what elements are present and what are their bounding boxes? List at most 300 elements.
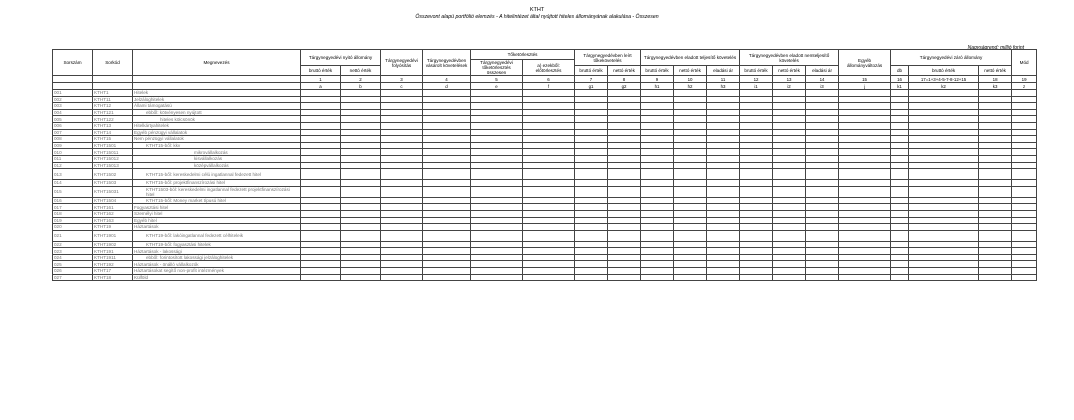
data-cell[interactable] xyxy=(806,169,839,180)
data-cell[interactable] xyxy=(891,210,909,217)
data-cell[interactable] xyxy=(523,268,575,275)
data-cell[interactable] xyxy=(381,162,423,169)
data-cell[interactable] xyxy=(341,248,381,255)
data-cell[interactable] xyxy=(674,274,707,281)
data-cell[interactable] xyxy=(806,155,839,162)
data-cell[interactable] xyxy=(423,224,471,231)
data-cell[interactable] xyxy=(707,116,740,123)
data-cell[interactable] xyxy=(523,224,575,231)
data-cell[interactable] xyxy=(1012,186,1037,197)
data-cell[interactable] xyxy=(523,103,575,110)
data-cell[interactable] xyxy=(839,241,891,248)
data-cell[interactable] xyxy=(740,224,773,231)
data-cell[interactable] xyxy=(839,169,891,180)
data-cell[interactable] xyxy=(523,90,575,97)
data-cell[interactable] xyxy=(423,155,471,162)
data-cell[interactable] xyxy=(575,268,608,275)
data-cell[interactable] xyxy=(575,122,608,129)
data-cell[interactable] xyxy=(909,90,979,97)
data-cell[interactable] xyxy=(423,217,471,224)
data-cell[interactable] xyxy=(891,180,909,187)
data-cell[interactable] xyxy=(979,142,1012,149)
data-cell[interactable] xyxy=(381,186,423,197)
data-cell[interactable] xyxy=(839,268,891,275)
data-cell[interactable] xyxy=(674,162,707,169)
data-cell[interactable] xyxy=(341,230,381,241)
data-cell[interactable] xyxy=(341,122,381,129)
data-cell[interactable] xyxy=(674,90,707,97)
data-cell[interactable] xyxy=(806,268,839,275)
data-cell[interactable] xyxy=(740,274,773,281)
data-cell[interactable] xyxy=(740,197,773,204)
data-cell[interactable] xyxy=(839,155,891,162)
data-cell[interactable] xyxy=(341,136,381,143)
data-cell[interactable] xyxy=(341,197,381,204)
data-cell[interactable] xyxy=(773,254,806,261)
data-cell[interactable] xyxy=(301,155,341,162)
data-cell[interactable] xyxy=(575,116,608,123)
data-cell[interactable] xyxy=(471,204,523,211)
data-cell[interactable] xyxy=(891,136,909,143)
data-cell[interactable] xyxy=(381,248,423,255)
data-cell[interactable] xyxy=(979,155,1012,162)
data-cell[interactable] xyxy=(674,169,707,180)
data-cell[interactable] xyxy=(806,90,839,97)
data-cell[interactable] xyxy=(381,210,423,217)
data-cell[interactable] xyxy=(523,122,575,129)
data-cell[interactable] xyxy=(979,274,1012,281)
data-cell[interactable] xyxy=(608,186,641,197)
data-cell[interactable] xyxy=(909,197,979,204)
data-cell[interactable] xyxy=(381,254,423,261)
data-cell[interactable] xyxy=(608,210,641,217)
data-cell[interactable] xyxy=(806,109,839,116)
data-cell[interactable] xyxy=(891,149,909,156)
data-cell[interactable] xyxy=(740,230,773,241)
data-cell[interactable] xyxy=(773,90,806,97)
data-cell[interactable] xyxy=(608,90,641,97)
data-cell[interactable] xyxy=(301,149,341,156)
data-cell[interactable] xyxy=(891,90,909,97)
data-cell[interactable] xyxy=(381,155,423,162)
data-cell[interactable] xyxy=(674,136,707,143)
data-cell[interactable] xyxy=(707,90,740,97)
data-cell[interactable] xyxy=(608,129,641,136)
data-cell[interactable] xyxy=(381,103,423,110)
data-cell[interactable] xyxy=(806,103,839,110)
data-cell[interactable] xyxy=(423,230,471,241)
data-cell[interactable] xyxy=(707,248,740,255)
data-cell[interactable] xyxy=(806,230,839,241)
data-cell[interactable] xyxy=(301,122,341,129)
data-cell[interactable] xyxy=(740,241,773,248)
data-cell[interactable] xyxy=(423,136,471,143)
data-cell[interactable] xyxy=(301,268,341,275)
data-cell[interactable] xyxy=(773,197,806,204)
data-cell[interactable] xyxy=(471,155,523,162)
data-cell[interactable] xyxy=(740,90,773,97)
data-cell[interactable] xyxy=(707,254,740,261)
data-cell[interactable] xyxy=(1012,224,1037,231)
data-cell[interactable] xyxy=(773,268,806,275)
data-cell[interactable] xyxy=(575,129,608,136)
data-cell[interactable] xyxy=(1012,254,1037,261)
data-cell[interactable] xyxy=(740,96,773,103)
data-cell[interactable] xyxy=(806,217,839,224)
data-cell[interactable] xyxy=(423,109,471,116)
data-cell[interactable] xyxy=(381,142,423,149)
data-cell[interactable] xyxy=(1012,261,1037,268)
data-cell[interactable] xyxy=(381,204,423,211)
data-cell[interactable] xyxy=(641,142,674,149)
data-cell[interactable] xyxy=(1012,169,1037,180)
data-cell[interactable] xyxy=(608,116,641,123)
data-cell[interactable] xyxy=(608,149,641,156)
data-cell[interactable] xyxy=(674,155,707,162)
data-cell[interactable] xyxy=(891,268,909,275)
data-cell[interactable] xyxy=(674,180,707,187)
data-cell[interactable] xyxy=(740,169,773,180)
data-cell[interactable] xyxy=(707,149,740,156)
data-cell[interactable] xyxy=(523,230,575,241)
data-cell[interactable] xyxy=(301,217,341,224)
data-cell[interactable] xyxy=(891,197,909,204)
data-cell[interactable] xyxy=(575,142,608,149)
data-cell[interactable] xyxy=(1012,230,1037,241)
data-cell[interactable] xyxy=(839,186,891,197)
data-cell[interactable] xyxy=(839,248,891,255)
data-cell[interactable] xyxy=(341,217,381,224)
data-cell[interactable] xyxy=(608,241,641,248)
data-cell[interactable] xyxy=(707,197,740,204)
data-cell[interactable] xyxy=(1012,149,1037,156)
data-cell[interactable] xyxy=(1012,136,1037,143)
data-cell[interactable] xyxy=(806,122,839,129)
data-cell[interactable] xyxy=(608,103,641,110)
data-cell[interactable] xyxy=(979,96,1012,103)
data-cell[interactable] xyxy=(301,224,341,231)
data-cell[interactable] xyxy=(641,254,674,261)
data-cell[interactable] xyxy=(707,122,740,129)
data-cell[interactable] xyxy=(301,186,341,197)
data-cell[interactable] xyxy=(471,162,523,169)
data-cell[interactable] xyxy=(674,197,707,204)
data-cell[interactable] xyxy=(740,210,773,217)
data-cell[interactable] xyxy=(1012,162,1037,169)
data-cell[interactable] xyxy=(806,180,839,187)
data-cell[interactable] xyxy=(608,96,641,103)
data-cell[interactable] xyxy=(381,224,423,231)
data-cell[interactable] xyxy=(707,155,740,162)
data-cell[interactable] xyxy=(979,261,1012,268)
data-cell[interactable] xyxy=(891,109,909,116)
data-cell[interactable] xyxy=(381,230,423,241)
data-cell[interactable] xyxy=(740,109,773,116)
data-cell[interactable] xyxy=(891,142,909,149)
data-cell[interactable] xyxy=(773,248,806,255)
data-cell[interactable] xyxy=(523,186,575,197)
data-cell[interactable] xyxy=(909,109,979,116)
data-cell[interactable] xyxy=(806,96,839,103)
data-cell[interactable] xyxy=(1012,248,1037,255)
data-cell[interactable] xyxy=(608,169,641,180)
data-cell[interactable] xyxy=(773,186,806,197)
data-cell[interactable] xyxy=(523,254,575,261)
data-cell[interactable] xyxy=(575,162,608,169)
data-cell[interactable] xyxy=(381,169,423,180)
data-cell[interactable] xyxy=(341,103,381,110)
data-cell[interactable] xyxy=(381,261,423,268)
data-cell[interactable] xyxy=(608,155,641,162)
data-cell[interactable] xyxy=(674,186,707,197)
data-cell[interactable] xyxy=(707,162,740,169)
data-cell[interactable] xyxy=(471,96,523,103)
data-cell[interactable] xyxy=(608,224,641,231)
data-cell[interactable] xyxy=(423,197,471,204)
data-cell[interactable] xyxy=(891,204,909,211)
data-cell[interactable] xyxy=(423,186,471,197)
data-cell[interactable] xyxy=(891,169,909,180)
data-cell[interactable] xyxy=(707,129,740,136)
data-cell[interactable] xyxy=(707,224,740,231)
data-cell[interactable] xyxy=(839,142,891,149)
data-cell[interactable] xyxy=(301,162,341,169)
data-cell[interactable] xyxy=(641,197,674,204)
data-cell[interactable] xyxy=(641,224,674,231)
data-cell[interactable] xyxy=(891,217,909,224)
data-cell[interactable] xyxy=(301,204,341,211)
data-cell[interactable] xyxy=(891,224,909,231)
data-cell[interactable] xyxy=(839,162,891,169)
data-cell[interactable] xyxy=(806,254,839,261)
data-cell[interactable] xyxy=(381,197,423,204)
data-cell[interactable] xyxy=(471,241,523,248)
data-cell[interactable] xyxy=(839,109,891,116)
data-cell[interactable] xyxy=(674,268,707,275)
data-cell[interactable] xyxy=(707,204,740,211)
data-cell[interactable] xyxy=(523,204,575,211)
data-cell[interactable] xyxy=(909,116,979,123)
data-cell[interactable] xyxy=(979,169,1012,180)
data-cell[interactable] xyxy=(806,204,839,211)
data-cell[interactable] xyxy=(740,261,773,268)
data-cell[interactable] xyxy=(641,149,674,156)
data-cell[interactable] xyxy=(979,197,1012,204)
data-cell[interactable] xyxy=(523,149,575,156)
data-cell[interactable] xyxy=(909,241,979,248)
data-cell[interactable] xyxy=(707,217,740,224)
data-cell[interactable] xyxy=(707,142,740,149)
data-cell[interactable] xyxy=(575,241,608,248)
data-cell[interactable] xyxy=(575,210,608,217)
data-cell[interactable] xyxy=(773,155,806,162)
data-cell[interactable] xyxy=(423,241,471,248)
data-cell[interactable] xyxy=(740,186,773,197)
data-cell[interactable] xyxy=(806,261,839,268)
data-cell[interactable] xyxy=(891,186,909,197)
data-cell[interactable] xyxy=(341,116,381,123)
data-cell[interactable] xyxy=(523,210,575,217)
data-cell[interactable] xyxy=(641,162,674,169)
data-cell[interactable] xyxy=(909,186,979,197)
data-cell[interactable] xyxy=(575,109,608,116)
data-cell[interactable] xyxy=(523,96,575,103)
data-cell[interactable] xyxy=(909,217,979,224)
data-cell[interactable] xyxy=(979,162,1012,169)
data-cell[interactable] xyxy=(1012,96,1037,103)
data-cell[interactable] xyxy=(1012,217,1037,224)
data-cell[interactable] xyxy=(740,116,773,123)
data-cell[interactable] xyxy=(1012,210,1037,217)
data-cell[interactable] xyxy=(423,103,471,110)
data-cell[interactable] xyxy=(471,109,523,116)
data-cell[interactable] xyxy=(301,274,341,281)
data-cell[interactable] xyxy=(608,197,641,204)
data-cell[interactable] xyxy=(839,197,891,204)
data-cell[interactable] xyxy=(381,180,423,187)
data-cell[interactable] xyxy=(471,210,523,217)
data-cell[interactable] xyxy=(608,254,641,261)
data-cell[interactable] xyxy=(909,103,979,110)
data-cell[interactable] xyxy=(471,136,523,143)
data-cell[interactable] xyxy=(891,96,909,103)
data-cell[interactable] xyxy=(773,116,806,123)
data-cell[interactable] xyxy=(523,241,575,248)
data-cell[interactable] xyxy=(608,248,641,255)
data-cell[interactable] xyxy=(740,204,773,211)
data-cell[interactable] xyxy=(523,155,575,162)
data-cell[interactable] xyxy=(523,109,575,116)
data-cell[interactable] xyxy=(806,162,839,169)
data-cell[interactable] xyxy=(773,241,806,248)
data-cell[interactable] xyxy=(423,129,471,136)
data-cell[interactable] xyxy=(839,210,891,217)
data-cell[interactable] xyxy=(909,261,979,268)
data-cell[interactable] xyxy=(341,129,381,136)
data-cell[interactable] xyxy=(301,142,341,149)
data-cell[interactable] xyxy=(423,149,471,156)
data-cell[interactable] xyxy=(575,149,608,156)
data-cell[interactable] xyxy=(891,129,909,136)
data-cell[interactable] xyxy=(341,149,381,156)
data-cell[interactable] xyxy=(979,210,1012,217)
data-cell[interactable] xyxy=(773,103,806,110)
data-cell[interactable] xyxy=(523,142,575,149)
data-cell[interactable] xyxy=(806,274,839,281)
data-cell[interactable] xyxy=(839,149,891,156)
data-cell[interactable] xyxy=(381,268,423,275)
data-cell[interactable] xyxy=(1012,274,1037,281)
data-cell[interactable] xyxy=(471,217,523,224)
data-cell[interactable] xyxy=(341,162,381,169)
data-cell[interactable] xyxy=(523,261,575,268)
data-cell[interactable] xyxy=(674,149,707,156)
data-cell[interactable] xyxy=(301,241,341,248)
data-cell[interactable] xyxy=(806,224,839,231)
data-cell[interactable] xyxy=(707,230,740,241)
data-cell[interactable] xyxy=(891,230,909,241)
data-cell[interactable] xyxy=(909,169,979,180)
data-cell[interactable] xyxy=(806,248,839,255)
data-cell[interactable] xyxy=(523,116,575,123)
data-cell[interactable] xyxy=(1012,180,1037,187)
data-cell[interactable] xyxy=(423,122,471,129)
data-cell[interactable] xyxy=(979,217,1012,224)
data-cell[interactable] xyxy=(608,136,641,143)
data-cell[interactable] xyxy=(773,96,806,103)
data-cell[interactable] xyxy=(839,90,891,97)
data-cell[interactable] xyxy=(423,210,471,217)
data-cell[interactable] xyxy=(641,261,674,268)
data-cell[interactable] xyxy=(471,186,523,197)
data-cell[interactable] xyxy=(979,186,1012,197)
data-cell[interactable] xyxy=(839,180,891,187)
data-cell[interactable] xyxy=(909,136,979,143)
data-cell[interactable] xyxy=(839,96,891,103)
data-cell[interactable] xyxy=(839,274,891,281)
data-cell[interactable] xyxy=(341,241,381,248)
data-cell[interactable] xyxy=(301,248,341,255)
data-cell[interactable] xyxy=(301,96,341,103)
data-cell[interactable] xyxy=(891,241,909,248)
data-cell[interactable] xyxy=(301,109,341,116)
data-cell[interactable] xyxy=(891,103,909,110)
data-cell[interactable] xyxy=(471,142,523,149)
data-cell[interactable] xyxy=(575,230,608,241)
data-cell[interactable] xyxy=(891,248,909,255)
data-cell[interactable] xyxy=(674,204,707,211)
data-cell[interactable] xyxy=(471,122,523,129)
data-cell[interactable] xyxy=(423,142,471,149)
data-cell[interactable] xyxy=(608,142,641,149)
data-cell[interactable] xyxy=(523,169,575,180)
data-cell[interactable] xyxy=(740,103,773,110)
data-cell[interactable] xyxy=(341,186,381,197)
data-cell[interactable] xyxy=(909,268,979,275)
data-cell[interactable] xyxy=(674,122,707,129)
data-cell[interactable] xyxy=(707,268,740,275)
data-cell[interactable] xyxy=(674,116,707,123)
data-cell[interactable] xyxy=(674,96,707,103)
data-cell[interactable] xyxy=(423,169,471,180)
data-cell[interactable] xyxy=(1012,197,1037,204)
data-cell[interactable] xyxy=(674,248,707,255)
data-cell[interactable] xyxy=(839,103,891,110)
data-cell[interactable] xyxy=(707,241,740,248)
data-cell[interactable] xyxy=(641,103,674,110)
data-cell[interactable] xyxy=(301,103,341,110)
data-cell[interactable] xyxy=(523,197,575,204)
data-cell[interactable] xyxy=(381,109,423,116)
data-cell[interactable] xyxy=(979,204,1012,211)
data-cell[interactable] xyxy=(707,96,740,103)
data-cell[interactable] xyxy=(979,103,1012,110)
data-cell[interactable] xyxy=(674,109,707,116)
data-cell[interactable] xyxy=(773,204,806,211)
data-cell[interactable] xyxy=(301,136,341,143)
data-cell[interactable] xyxy=(979,248,1012,255)
data-cell[interactable] xyxy=(839,224,891,231)
data-cell[interactable] xyxy=(1012,103,1037,110)
data-cell[interactable] xyxy=(707,109,740,116)
data-cell[interactable] xyxy=(423,268,471,275)
data-cell[interactable] xyxy=(641,136,674,143)
data-cell[interactable] xyxy=(909,224,979,231)
data-cell[interactable] xyxy=(575,180,608,187)
data-cell[interactable] xyxy=(608,274,641,281)
data-cell[interactable] xyxy=(471,169,523,180)
data-cell[interactable] xyxy=(471,103,523,110)
